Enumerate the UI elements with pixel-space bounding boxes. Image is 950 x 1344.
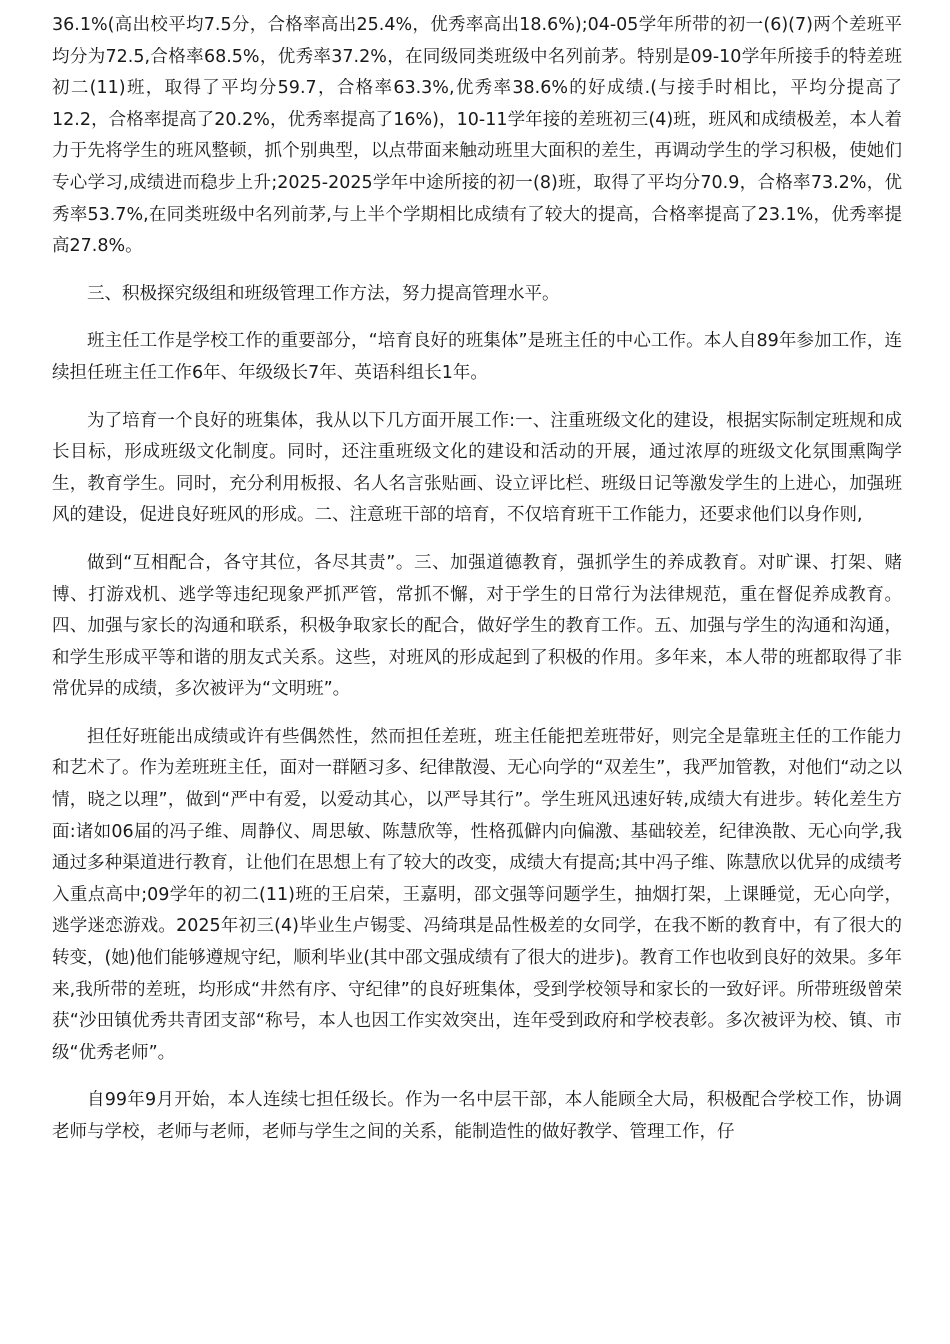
paragraph-moral-education: 做到“互相配合，各守其位，各尽其责”。三、加强道德教育，强抓学生的养成教育。对旷课、打架、赌博、打游戏机、逃学等违纪现象严抓严管，常抓不懈，对于学生的日常行为法律规范，重在督促养成教育。四、加强与家长的沟通和联系，积极争取家长的配合，做好学生的教育工作。五、加强与学生的沟通和沟通，和学生形成平等和谐的朋友式关系。这些，对班风的形成起到了积极的作用。多年来，本人带的班都取得了非常优异的成绩，多次被评为“文明班”。 [52,552,902,700]
paragraph-grade-leader: 自99年9月开始，本人连续七担任级长。作为一名中层干部，本人能顾全大局，积极配合学校工作，协调老师与学校，老师与老师，老师与学生之间的关系，能制造性的做好教学、管理工作，仔 [52,1090,902,1142]
paragraph-difficult-classes: 担任好班能出成绩或许有些偶然性，然而担任差班，班主任能把差班带好，则完全是靠班主任的工作能力和艺术了。作为差班班主任，面对一群陋习多、纪律散漫、无心向学的“双差生”，我严加管教，对他们“动之以情，晓之以理”，做到“严中有爱，以爱动其心，以严导其行”。学生班风迅速好转,成绩大有进步。转化差生方面:诸如06届的冯子维、周静仪、周思敏、陈慧欣等，性格孤僻内向偏激、基础较差，纪律涣散、无心向学,我通过多种渠道进行教育，让他们在思想上有了较大的改变，成绩大有提高;其中冯子维、陈慧欣以优异的成绩考入重点高中;09学年的初二(11)班的王启荣，王嘉明，邵文强等问题学生，抽烟打架，上课睡觉，无心向学，逃学迷恋游戏。2025年初三(4)毕业生卢锡雯、冯绮琪是品性极差的女同学，在我不断的教育中，有了很大的转变，(她)他们能够遵规守纪，顺利毕业(其中邵文强成绩有了很大的进步)。教育工作也收到良好的效果。多年来,我所带的差班，均形成“井然有序、守纪律”的良好班集体，受到学校领导和家长的一致好评。所带班级曾荣获“沙田镇优秀共青团支部“称号，本人也因工作实效突出，连年受到政府和学校表彰。多次被评为校、镇、市级“优秀老师”。 [52,726,902,1063]
paragraph-head-teacher-role: 班主任工作是学校工作的重要部分，“培育良好的班集体”是班主任的中心工作。本人自89年参加工作，连续担任班主任工作6年、年级级长7年、英语科组长1年。 [52,331,902,383]
paragraph-results-summary: 36.1%(高出校平均7.5分，合格率高出25.4%，优秀率高出18.6%);04-05学年所带的初一(6)(7)两个差班平均分为72.5,合格率68.5%，优秀率37.2%，在同级同类班级中名列前茅。特别是09-10学年所接手的特差班初二(11)班，取得了平均分59.7，合格率63.3%,优秀率38.6%的好成绩.(与接手时相比，平均分提高了12.2，合格率提高了20.2%，优秀率提高了16%)，10-11学年接的差班初三(4)班，班风和成绩极差，本人着力于先将学生的班风整顿，抓个别典型，以点带面来触动班里大面积的差生，再调动学生的学习积极，使她们专心学习,成绩进而稳步上升;2025-2025学年中途所接的初一(8)班，取得了平均分70.9，合格率73.2%，优秀率53.7%,在同类班级中名列前茅,与上半个学期相比成绩有了较大的提高，合格率提高了23.1%，优秀率提高27.8%。 [52,15,902,257]
section-heading-class-management: 三、积极探究级组和班级管理工作方法，努力提高管理水平。 [87,283,560,304]
paragraph-class-culture: 为了培育一个良好的班集体，我从以下几方面开展工作:一、注重班级文化的建设，根据实际制定班规和成长目标，形成班级文化制度。同时，还注重班级文化的建设和活动的开展，通过浓厚的班级文化氛围熏陶学生，教育学生。同时，充分利用板报、名人名言张贴画、设立评比栏、班级日记等激发学生的上进心，加强班风的建设，促进良好班风的形成。二、注意班干部的培育，不仅培育班干工作能力，还要求他们以身作则, [52,410,902,526]
document-page [52,10,902,1149]
